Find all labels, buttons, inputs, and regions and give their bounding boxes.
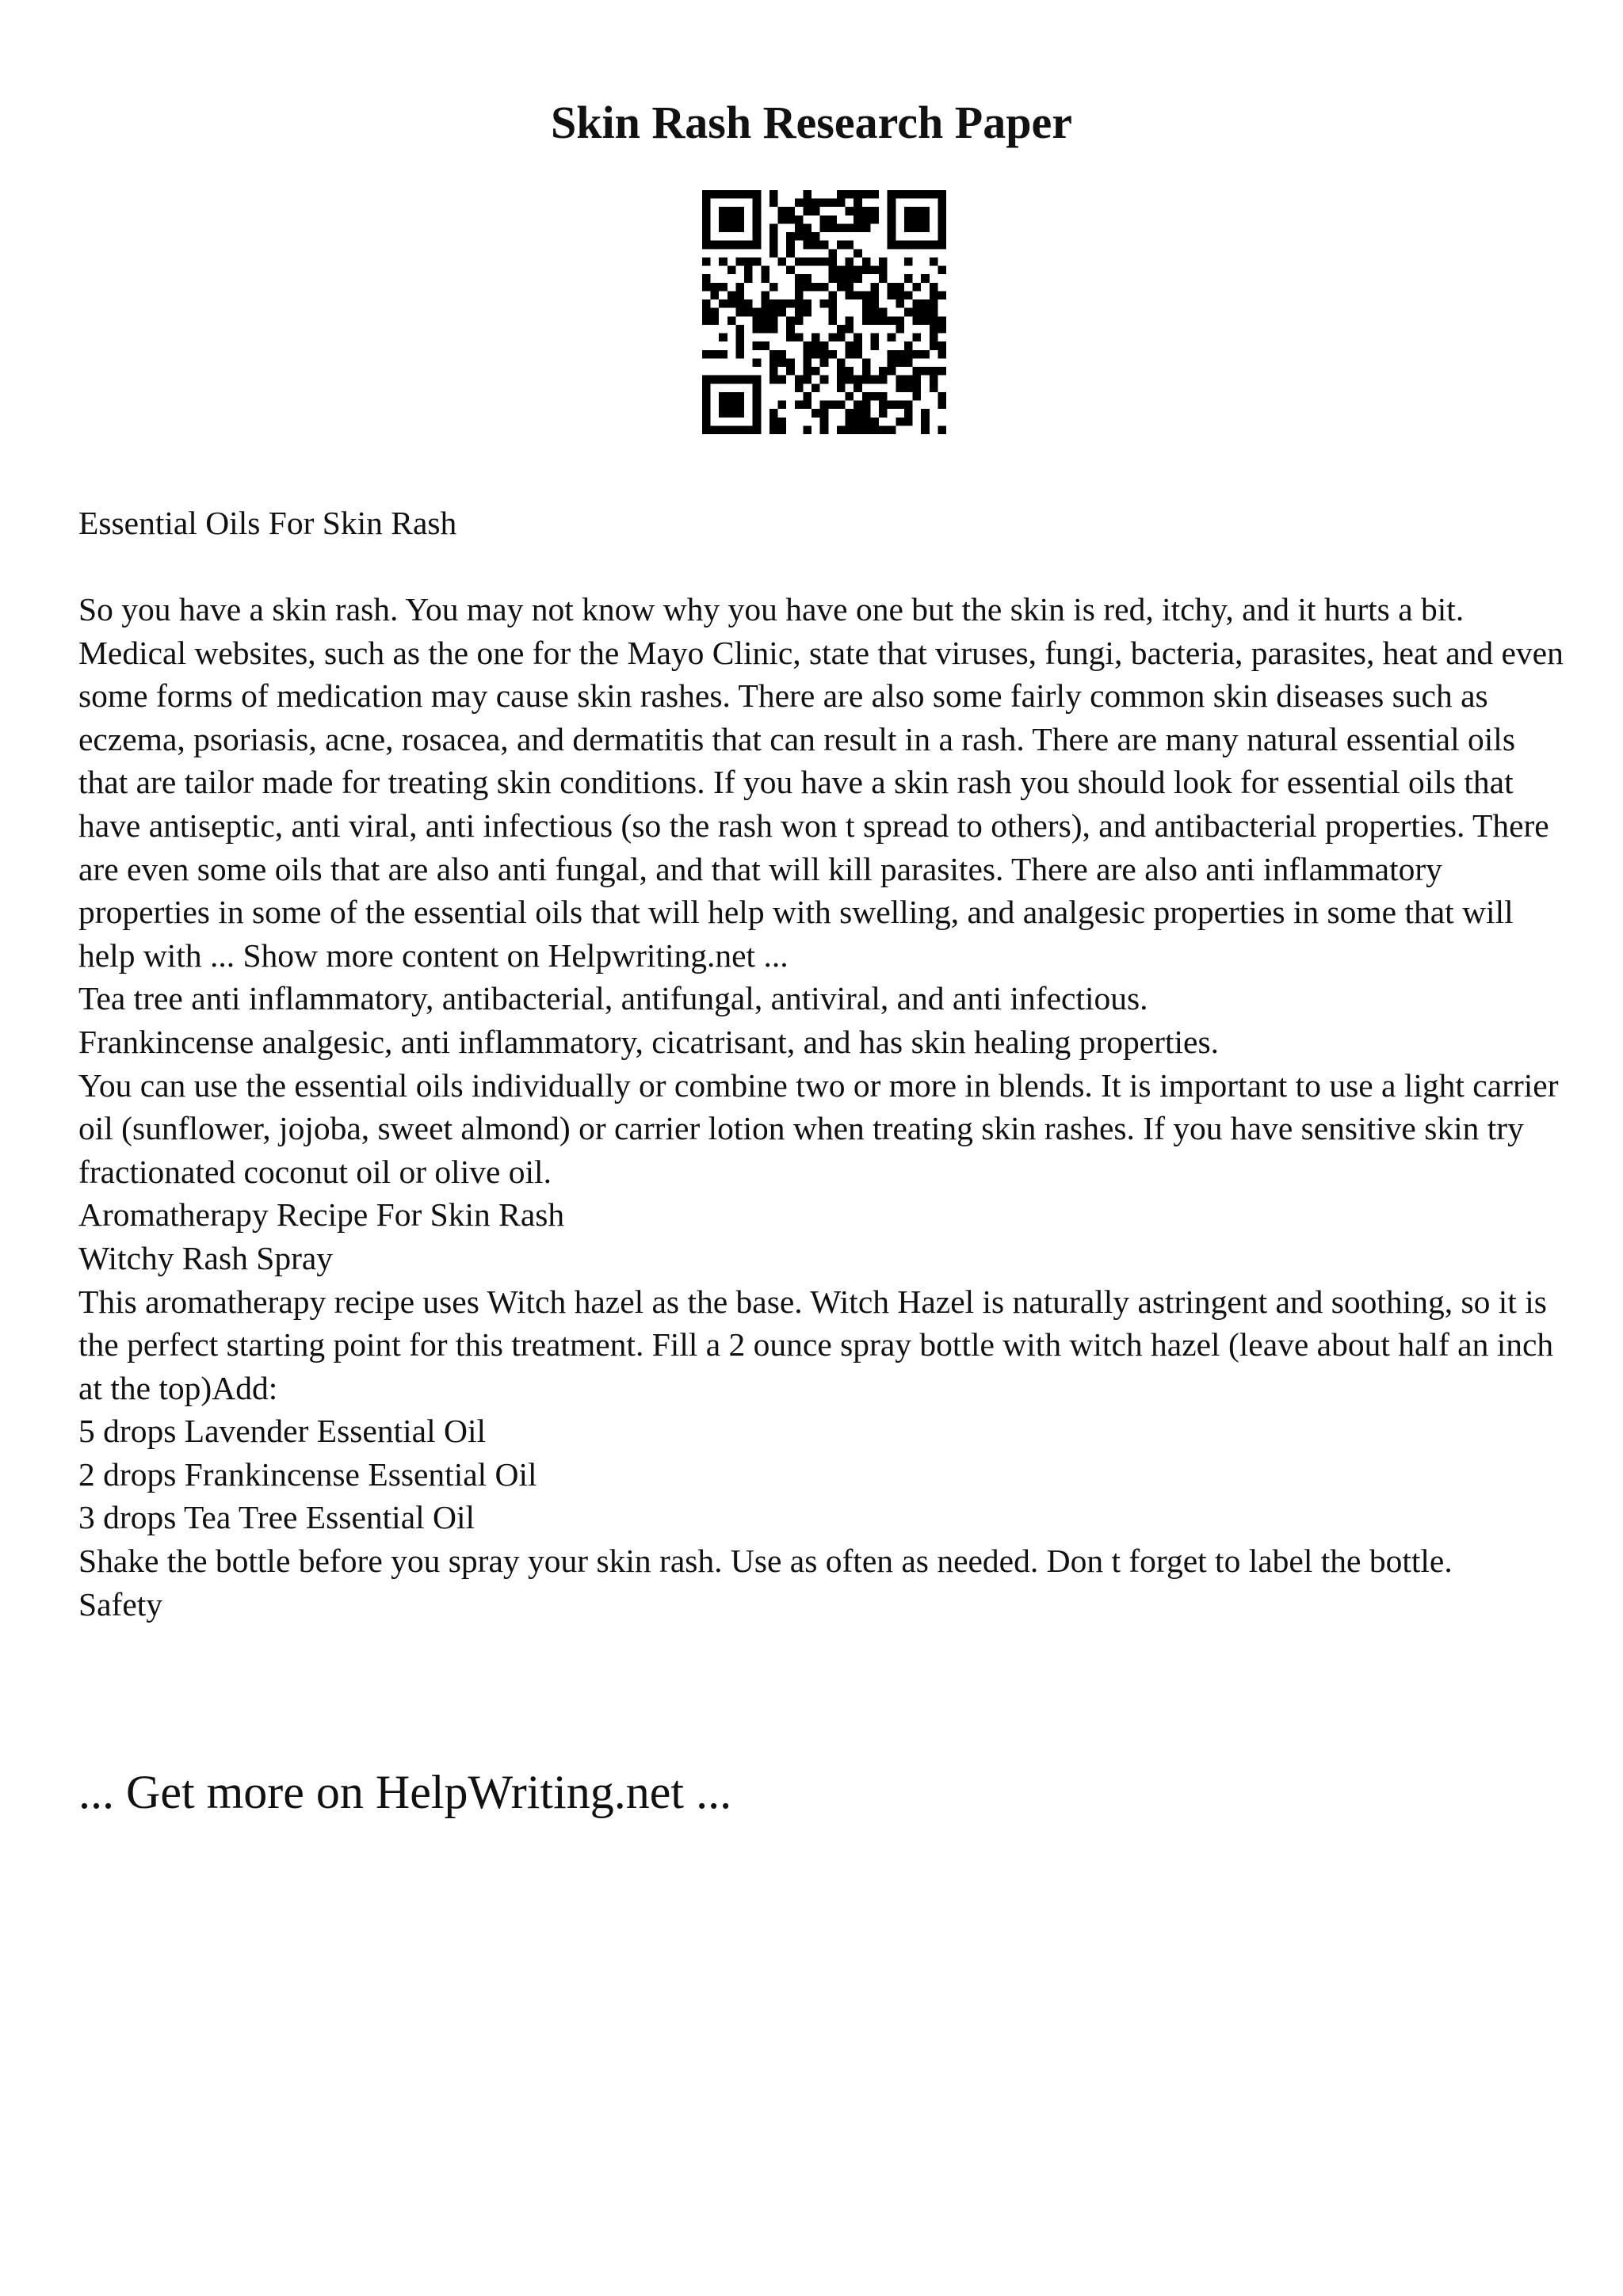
- recipe-description: This aromatherapy recipe uses Witch hazel as the base. Witch Hazel is naturally astringent and soothing, so it is the perfect starting point for this treatment. Fill a 2 ounce spray bottle with witch hazel (leave about half an inch at the top)Add:: [78, 1283, 1554, 1406]
- paragraph-tea-tree: Tea tree anti inflammatory, antibacterial, antifungal, antiviral, and anti infectious.: [78, 980, 1148, 1017]
- qr-code-icon: [702, 190, 946, 434]
- ingredient-frankincense: 2 drops Frankincense Essential Oil: [78, 1455, 537, 1493]
- section-heading: Essential Oils For Skin Rash: [78, 505, 457, 541]
- safety-heading: Safety: [78, 1585, 163, 1623]
- get-more-link[interactable]: ... Get more on HelpWriting.net ...: [78, 1766, 732, 1818]
- ingredient-tea-tree: 3 drops Tea Tree Essential Oil: [78, 1499, 475, 1536]
- recipe-heading: Aromatherapy Recipe For Skin Rash: [78, 1196, 565, 1234]
- paragraph-intro: So you have a skin rash. You may not know why you have one but the skin is red, itchy, and it hurts a bit. Medical websites, such as the one for the Mayo Clinic, state that viruses, fungi, bacteria, parasites, heat and even some forms of medication may cause skin rashes. There are also some fairly common skin diseases such as eczema, psoriasis, acne, rosacea, and dermatitis that can result in a rash. There are many natural essential oils that are tailor made for treating skin conditions. If you have a skin rash you should look for essential oils that have antiseptic, anti viral, anti infectious (so the rash won t spread to others), and antibacterial properties. There are even some oils that are also anti fungal, and that will kill parasites. There are also anti inflammatory properties in some of the essential oils that will help with swelling, and analgesic properties in some that will help with ... Show more content on Helpwriting.net ...: [78, 591, 1564, 974]
- recipe-instructions: Shake the bottle before you spray your skin rash. Use as often as needed. Don t forget to label the bottle.: [78, 1543, 1453, 1580]
- paragraph-frankincense: Frankincense analgesic, anti inflammatory, cicatrisant, and has skin healing properties.: [78, 1023, 1219, 1060]
- paragraph-carrier-oil: You can use the essential oils individually or combine two or more in blends. It is important to use a light carrier oil (sunflower, jojoba, sweet almond) or carrier lotion when treating skin rashes. If you have sensitive skin try fractionated coconut oil or olive oil.: [78, 1066, 1559, 1190]
- ingredient-lavender: 5 drops Lavender Essential Oil: [78, 1413, 487, 1450]
- document-body: [78, 588, 1568, 1626]
- recipe-name: Witchy Rash Spray: [78, 1239, 334, 1276]
- document-title: Skin Rash Research Paper: [551, 97, 1072, 148]
